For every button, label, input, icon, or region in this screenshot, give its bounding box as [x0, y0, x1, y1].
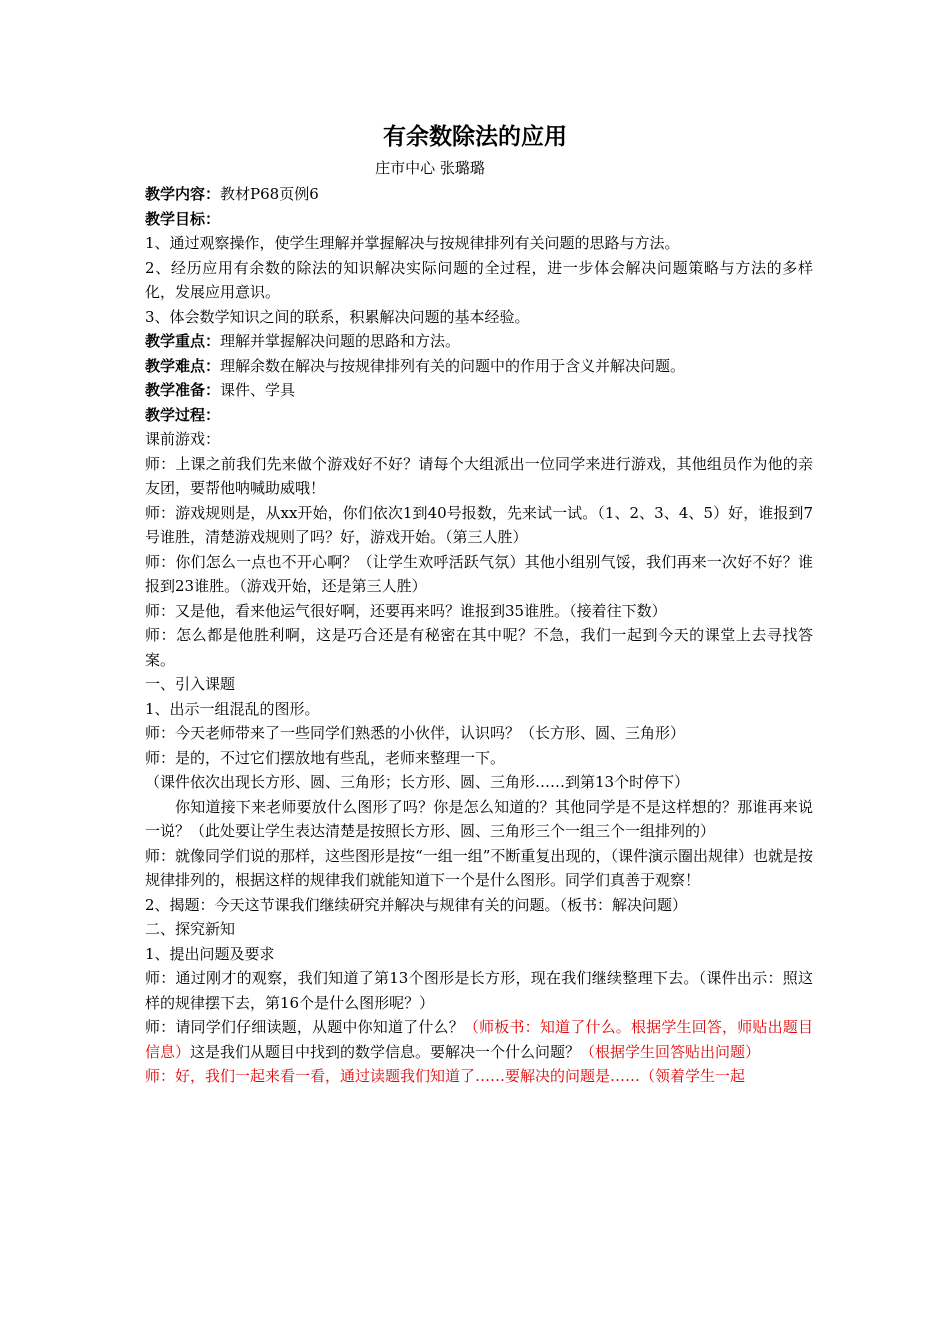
paragraph: 师：怎么都是他胜利啊，这是巧合还是有秘密在其中呢？不急，我们一起到今天的课堂上去寻找答案。	[145, 626, 813, 669]
text-run: 这是我们从题目中找到的数学信息。要解决一个什么问题？	[190, 1042, 581, 1061]
paragraph: 师：是的，不过它们摆放地有些乱，老师来整理一下。	[145, 748, 506, 767]
document-body	[145, 182, 813, 1089]
paragraph: （课件依次出现长方形、圆、三角形；长方形、圆、三角形……到第13个时停下）	[145, 773, 690, 791]
document-title: 有余数除法的应用	[383, 124, 567, 150]
subsection-heading: 1、提出问题及要求	[145, 944, 275, 963]
content-text: 教材P68页例6	[220, 185, 319, 203]
process-heading: 教学过程：	[145, 405, 221, 424]
section-heading: 一、引入课题	[145, 675, 236, 693]
paragraph: 课前游戏：	[145, 430, 221, 448]
section-heading: 二、探究新知	[145, 920, 236, 938]
paragraph: 师：今天老师带来了一些同学们熟悉的小伙伴，认识吗？（长方形、圆、三角形）	[145, 724, 686, 742]
prep-text: 课件、学具	[220, 381, 296, 399]
prep-label: 教学准备：	[145, 381, 221, 399]
key-label: 教学重点：	[145, 332, 221, 350]
paragraph: 你知道接下来老师要放什么图形了吗？你是怎么知道的？其他同学是不是这样想的？那谁再来说一说？（此处要让学生表达清楚是按照长方形、圆、三角形三个一组三个一组排列的）	[145, 797, 813, 840]
paragraph: 师：上课之前我们先来做个游戏好不好？请每个大组派出一位同学来进行游戏，其他组员作为他的亲友团，要帮他呐喊助威哦！	[145, 454, 813, 497]
paragraph: 师：通过刚才的观察，我们知道了第13个图形是长方形，现在我们继续整理下去。（课件出示：照这样的规律摆下去，第16个是什么图形呢？）	[145, 969, 813, 1012]
goal-item: 1、通过观察操作，使学生理解并掌握解决与按规律排列有关问题的思路与方法。	[145, 234, 680, 252]
content-label: 教学内容：	[145, 185, 221, 203]
content-paragraph	[145, 182, 813, 207]
paragraph: 2、揭题：今天这节课我们继续研究并解决与规律有关的问题。（板书：解决问题）	[145, 895, 688, 914]
red-note: （根据学生回答贴出问题）	[580, 1042, 761, 1061]
key-text: 理解并掌握解决问题的思路和方法。	[220, 332, 461, 350]
red-note: （师板书：知道了什么。根据学生回答，师贴出题目信息）	[145, 1018, 813, 1061]
paragraph: 师：你们怎么一点也不开心啊？（让学生欢呼活跃气氛）其他小组别气馁，我们再来一次好不好？谁报到23谁胜。（游戏开始，还是第三人胜）	[145, 552, 813, 595]
red-paragraph: 师：好，我们一起来看一看，通过读题我们知道了……要解决的问题是……（领着学生一起	[145, 1067, 746, 1085]
goal-item: 3、体会数学知识之间的联系，积累解决问题的基本经验。	[145, 307, 530, 326]
difficult-paragraph	[145, 354, 813, 379]
paragraph: 师：就像同学们说的那样，这些图形是按“一组一组”不断重复出现的，（课件演示圈出规律）也就是按规律排列的，根据这样的规律我们就能知道下一个是什么图形。同学们真善于观察！	[145, 846, 813, 889]
subsection-heading: 1、出示一组混乱的图形。	[145, 699, 320, 718]
goals-heading: 教学目标：	[145, 209, 221, 228]
difficult-label: 教学难点：	[145, 356, 221, 375]
text-run: 师：请同学们仔细读题，从题中你知道了什么？	[145, 1018, 464, 1036]
difficult-text: 理解余数在解决与按规律排列有关的问题中的作用于含义并解决问题。	[220, 356, 686, 375]
key-paragraph	[145, 329, 813, 354]
paragraph: 师：又是他，看来他运气很好啊，还要再来吗？谁报到35谁胜。（接着往下数）	[145, 601, 667, 620]
goal-item: 2、经历应用有余数的除法的知识解决实际问题的全过程，进一步体会解决问题策略与方法的多样化，发展应用意识。	[145, 258, 813, 301]
paragraph	[145, 1015, 813, 1064]
paragraph: 师：游戏规则是，从xx开始，你们依次1到40号报数，先来试一试。（1、2、3、4、5）好，谁报到7号谁胜，清楚游戏规则了吗？好，游戏开始。（第三人胜）	[145, 503, 813, 546]
author-line: 庄市中心 张璐璐	[375, 159, 485, 177]
prep-paragraph	[145, 378, 813, 403]
